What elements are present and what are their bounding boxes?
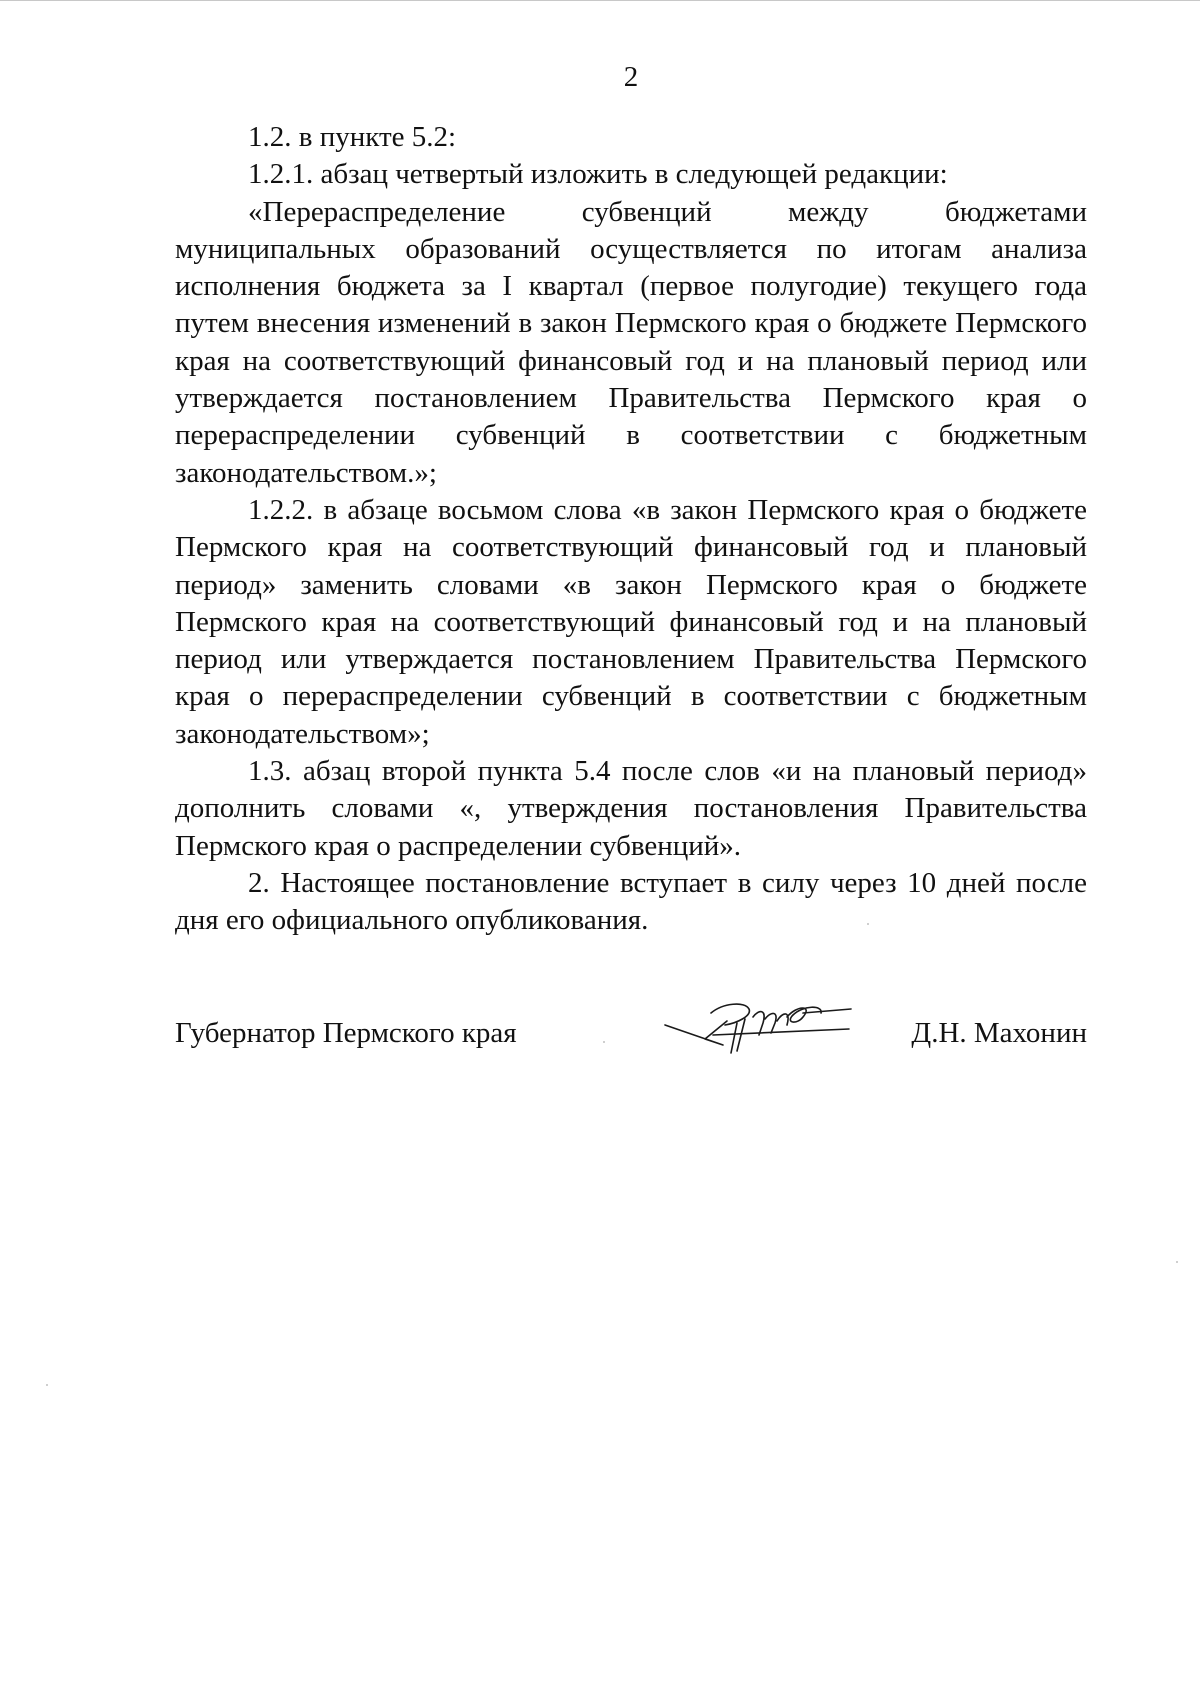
scan-speck (867, 923, 869, 925)
page-number: 2 (623, 61, 639, 93)
paragraph-1-3: 1.3. абзац второй пункта 5.4 после слов «и на плановый период» дополнить словами «, утверждения постановления Правительства Пермского края о распределении субвенций». (175, 755, 1087, 862)
scan-speck (603, 1041, 605, 1043)
handwritten-signature (653, 983, 873, 1073)
scan-speck (46, 1384, 48, 1386)
scan-speck (1176, 1261, 1178, 1263)
paragraph-1-2-2: 1.2.2. в абзаце восьмом слова «в закон Пермского края о бюджете Пермского края на соответствующий финансовый год и плановый период» заменить словами «в закон Пермского края о бюджете Пермского края на соответствующий финансовый год и на плановый период или утверждается постановлением Правительства Пермского края о перераспределении субвенций в соответствии с бюджетным законодательством»; (175, 493, 1087, 750)
paragraph-2: 2. Настоящее постановление вступает в силу через 10 дней после дня его официального опубликования. (175, 866, 1087, 937)
signatory-name: Д.Н. Махонин (911, 1017, 1087, 1049)
signatory-position: Губернатор Пермского края (175, 1017, 517, 1049)
document-body (175, 119, 1087, 940)
paragraph-quoted-redaction: «Перераспределение субвенций между бюджетами муниципальных образований осуществляется по итогам анализа исполнения бюджета за I квартал (первое полугодие) текущего года путем внесения изменений в закон Пермского края о бюджете Пермского края на соответствующий финансовый год и на плановый период или утверждается постановлением Правительства Пермского края о перераспределении субвенций в соответствии с бюджетным законодательством.»; (175, 195, 1087, 489)
signature-block (175, 1011, 1087, 1061)
paragraph-1-2: 1.2. в пункте 5.2: (248, 121, 457, 153)
paragraph-1-2-1: 1.2.1. абзац четвертый изложить в следующей редакции: (248, 158, 948, 191)
